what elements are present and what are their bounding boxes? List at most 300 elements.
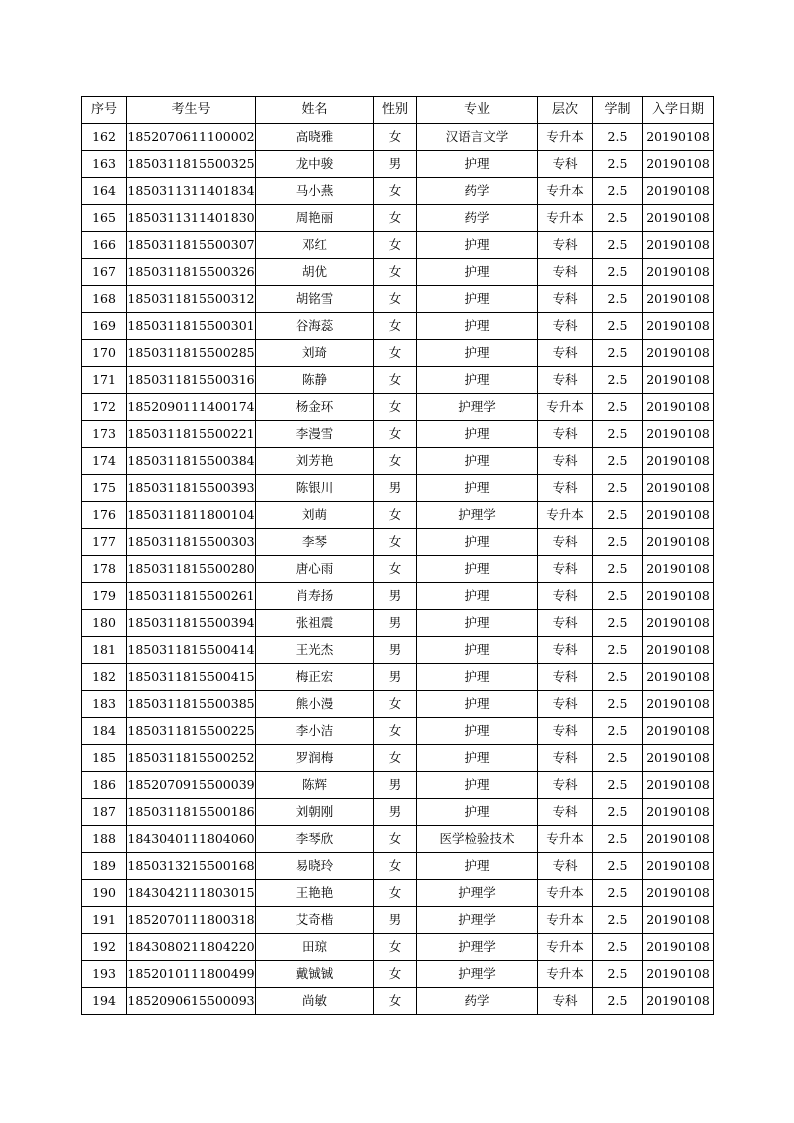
cell-name: 刘琦	[256, 340, 374, 367]
cell-duration: 2.5	[593, 448, 643, 475]
cell-duration: 2.5	[593, 367, 643, 394]
table-row	[82, 745, 714, 772]
cell-name: 胡优	[256, 259, 374, 286]
cell-index: 171	[82, 367, 127, 394]
cell-major: 护理	[417, 637, 538, 664]
cell-duration: 2.5	[593, 637, 643, 664]
cell-level: 专升本	[538, 961, 593, 988]
cell-enroll-date: 20190108	[643, 718, 714, 745]
header-enroll-date: 入学日期	[643, 97, 714, 124]
cell-duration: 2.5	[593, 205, 643, 232]
cell-gender: 女	[374, 988, 417, 1015]
cell-exam-number: 1852090111400174	[127, 394, 256, 421]
cell-enroll-date: 20190108	[643, 880, 714, 907]
cell-duration: 2.5	[593, 826, 643, 853]
cell-duration: 2.5	[593, 394, 643, 421]
cell-exam-number: 1850311815500312	[127, 286, 256, 313]
cell-gender: 女	[374, 286, 417, 313]
table-row	[82, 664, 714, 691]
cell-enroll-date: 20190108	[643, 394, 714, 421]
cell-major: 护理	[417, 583, 538, 610]
cell-exam-number: 1843080211804220	[127, 934, 256, 961]
cell-gender: 女	[374, 313, 417, 340]
cell-level: 专科	[538, 475, 593, 502]
cell-gender: 女	[374, 529, 417, 556]
cell-duration: 2.5	[593, 961, 643, 988]
cell-major: 医学检验技术	[417, 826, 538, 853]
header-name: 姓名	[256, 97, 374, 124]
cell-duration: 2.5	[593, 232, 643, 259]
cell-name: 李琴	[256, 529, 374, 556]
cell-duration: 2.5	[593, 475, 643, 502]
cell-exam-number: 1850313215500168	[127, 853, 256, 880]
header-index: 序号	[82, 97, 127, 124]
cell-major: 汉语言文学	[417, 124, 538, 151]
table-row	[82, 799, 714, 826]
cell-gender: 女	[374, 691, 417, 718]
table-row	[82, 772, 714, 799]
cell-gender: 男	[374, 772, 417, 799]
cell-name: 李小洁	[256, 718, 374, 745]
cell-index: 190	[82, 880, 127, 907]
cell-gender: 女	[374, 421, 417, 448]
cell-index: 170	[82, 340, 127, 367]
cell-duration: 2.5	[593, 745, 643, 772]
table-row	[82, 313, 714, 340]
cell-level: 专升本	[538, 934, 593, 961]
cell-index: 167	[82, 259, 127, 286]
cell-level: 专科	[538, 448, 593, 475]
cell-enroll-date: 20190108	[643, 988, 714, 1015]
cell-level: 专科	[538, 799, 593, 826]
cell-level: 专科	[538, 664, 593, 691]
cell-index: 179	[82, 583, 127, 610]
cell-index: 176	[82, 502, 127, 529]
table-header-row	[82, 97, 714, 124]
cell-enroll-date: 20190108	[643, 826, 714, 853]
cell-enroll-date: 20190108	[643, 583, 714, 610]
cell-level: 专科	[538, 232, 593, 259]
cell-gender: 女	[374, 718, 417, 745]
cell-name: 陈静	[256, 367, 374, 394]
cell-level: 专科	[538, 367, 593, 394]
cell-major: 护理	[417, 664, 538, 691]
cell-enroll-date: 20190108	[643, 799, 714, 826]
cell-index: 164	[82, 178, 127, 205]
cell-duration: 2.5	[593, 529, 643, 556]
cell-gender: 女	[374, 259, 417, 286]
cell-name: 周艳丽	[256, 205, 374, 232]
cell-duration: 2.5	[593, 664, 643, 691]
cell-gender: 男	[374, 799, 417, 826]
table-row	[82, 880, 714, 907]
cell-name: 刘萌	[256, 502, 374, 529]
cell-major: 护理	[417, 718, 538, 745]
cell-duration: 2.5	[593, 340, 643, 367]
cell-enroll-date: 20190108	[643, 421, 714, 448]
cell-gender: 女	[374, 394, 417, 421]
cell-enroll-date: 20190108	[643, 124, 714, 151]
cell-major: 护理学	[417, 394, 538, 421]
cell-exam-number: 1850311815500186	[127, 799, 256, 826]
cell-duration: 2.5	[593, 934, 643, 961]
cell-duration: 2.5	[593, 556, 643, 583]
table-row	[82, 502, 714, 529]
cell-level: 专科	[538, 421, 593, 448]
cell-index: 177	[82, 529, 127, 556]
cell-exam-number: 1850311815500221	[127, 421, 256, 448]
cell-exam-number: 1852070611100002	[127, 124, 256, 151]
cell-enroll-date: 20190108	[643, 367, 714, 394]
cell-index: 172	[82, 394, 127, 421]
cell-level: 专科	[538, 313, 593, 340]
cell-name: 张祖震	[256, 610, 374, 637]
cell-duration: 2.5	[593, 880, 643, 907]
cell-exam-number: 1850311815500325	[127, 151, 256, 178]
cell-exam-number: 1850311815500385	[127, 691, 256, 718]
cell-major: 护理	[417, 691, 538, 718]
cell-duration: 2.5	[593, 151, 643, 178]
cell-major: 护理	[417, 529, 538, 556]
cell-enroll-date: 20190108	[643, 502, 714, 529]
cell-level: 专科	[538, 772, 593, 799]
cell-exam-number: 1850311311401830	[127, 205, 256, 232]
cell-major: 护理	[417, 475, 538, 502]
cell-enroll-date: 20190108	[643, 853, 714, 880]
cell-name: 田琼	[256, 934, 374, 961]
cell-level: 专科	[538, 718, 593, 745]
cell-duration: 2.5	[593, 799, 643, 826]
cell-gender: 女	[374, 880, 417, 907]
cell-name: 肖寿扬	[256, 583, 374, 610]
cell-name: 高晓雅	[256, 124, 374, 151]
table-row	[82, 475, 714, 502]
cell-enroll-date: 20190108	[643, 772, 714, 799]
cell-major: 护理学	[417, 880, 538, 907]
cell-duration: 2.5	[593, 502, 643, 529]
table-row	[82, 826, 714, 853]
cell-exam-number: 1850311815500303	[127, 529, 256, 556]
cell-index: 173	[82, 421, 127, 448]
cell-gender: 男	[374, 151, 417, 178]
cell-level: 专升本	[538, 178, 593, 205]
cell-name: 胡铭雪	[256, 286, 374, 313]
cell-level: 专升本	[538, 826, 593, 853]
cell-enroll-date: 20190108	[643, 610, 714, 637]
cell-level: 专科	[538, 529, 593, 556]
cell-gender: 女	[374, 502, 417, 529]
cell-level: 专科	[538, 259, 593, 286]
cell-gender: 女	[374, 205, 417, 232]
header-exam-number: 考生号	[127, 97, 256, 124]
cell-gender: 女	[374, 961, 417, 988]
cell-name: 刘朝刚	[256, 799, 374, 826]
cell-level: 专升本	[538, 205, 593, 232]
cell-index: 162	[82, 124, 127, 151]
cell-major: 护理	[417, 259, 538, 286]
cell-index: 169	[82, 313, 127, 340]
cell-name: 王艳艳	[256, 880, 374, 907]
cell-name: 熊小漫	[256, 691, 374, 718]
cell-level: 专升本	[538, 124, 593, 151]
table-row	[82, 151, 714, 178]
cell-exam-number: 1843042111803015	[127, 880, 256, 907]
cell-exam-number: 1852070111800318	[127, 907, 256, 934]
cell-duration: 2.5	[593, 178, 643, 205]
cell-major: 护理学	[417, 934, 538, 961]
cell-enroll-date: 20190108	[643, 961, 714, 988]
cell-major: 护理学	[417, 907, 538, 934]
cell-index: 165	[82, 205, 127, 232]
cell-major: 药学	[417, 988, 538, 1015]
table-row	[82, 286, 714, 313]
cell-name: 马小燕	[256, 178, 374, 205]
cell-index: 186	[82, 772, 127, 799]
cell-enroll-date: 20190108	[643, 313, 714, 340]
cell-duration: 2.5	[593, 286, 643, 313]
cell-gender: 女	[374, 340, 417, 367]
cell-index: 166	[82, 232, 127, 259]
table-row	[82, 232, 714, 259]
header-gender: 性别	[374, 97, 417, 124]
cell-major: 护理	[417, 313, 538, 340]
cell-major: 护理	[417, 772, 538, 799]
cell-name: 李漫雪	[256, 421, 374, 448]
cell-name: 王光杰	[256, 637, 374, 664]
cell-gender: 男	[374, 610, 417, 637]
cell-gender: 女	[374, 367, 417, 394]
cell-duration: 2.5	[593, 691, 643, 718]
cell-name: 邓红	[256, 232, 374, 259]
table-row	[82, 421, 714, 448]
cell-level: 专升本	[538, 907, 593, 934]
cell-name: 梅正宏	[256, 664, 374, 691]
cell-index: 191	[82, 907, 127, 934]
cell-duration: 2.5	[593, 718, 643, 745]
table-row	[82, 367, 714, 394]
table-row	[82, 637, 714, 664]
cell-major: 护理	[417, 799, 538, 826]
cell-gender: 女	[374, 124, 417, 151]
cell-index: 188	[82, 826, 127, 853]
cell-name: 刘芳艳	[256, 448, 374, 475]
cell-exam-number: 1852070915500039	[127, 772, 256, 799]
cell-major: 护理	[417, 367, 538, 394]
cell-enroll-date: 20190108	[643, 475, 714, 502]
cell-level: 专科	[538, 853, 593, 880]
cell-gender: 女	[374, 232, 417, 259]
cell-level: 专科	[538, 610, 593, 637]
cell-name: 谷海蕊	[256, 313, 374, 340]
cell-level: 专科	[538, 583, 593, 610]
cell-gender: 女	[374, 448, 417, 475]
cell-enroll-date: 20190108	[643, 934, 714, 961]
table-row	[82, 988, 714, 1015]
cell-name: 戴铖铖	[256, 961, 374, 988]
table-body	[82, 124, 714, 1015]
cell-level: 专科	[538, 556, 593, 583]
cell-major: 护理	[417, 448, 538, 475]
cell-major: 护理	[417, 421, 538, 448]
cell-exam-number: 1850311815500393	[127, 475, 256, 502]
header-major: 专业	[417, 97, 538, 124]
cell-exam-number: 1850311815500384	[127, 448, 256, 475]
cell-duration: 2.5	[593, 610, 643, 637]
cell-enroll-date: 20190108	[643, 259, 714, 286]
cell-gender: 女	[374, 826, 417, 853]
table-row	[82, 448, 714, 475]
cell-major: 护理	[417, 232, 538, 259]
table-row	[82, 205, 714, 232]
cell-exam-number: 1850311815500326	[127, 259, 256, 286]
cell-level: 专科	[538, 637, 593, 664]
cell-enroll-date: 20190108	[643, 556, 714, 583]
cell-gender: 男	[374, 583, 417, 610]
cell-name: 唐心雨	[256, 556, 374, 583]
cell-duration: 2.5	[593, 259, 643, 286]
table-row	[82, 961, 714, 988]
cell-major: 护理	[417, 610, 538, 637]
cell-index: 185	[82, 745, 127, 772]
table-row	[82, 718, 714, 745]
cell-major: 护理	[417, 286, 538, 313]
cell-level: 专科	[538, 286, 593, 313]
cell-name: 罗润梅	[256, 745, 374, 772]
cell-duration: 2.5	[593, 988, 643, 1015]
table-row	[82, 529, 714, 556]
cell-level: 专升本	[538, 394, 593, 421]
cell-level: 专科	[538, 151, 593, 178]
cell-gender: 女	[374, 556, 417, 583]
cell-name: 李琴欣	[256, 826, 374, 853]
cell-enroll-date: 20190108	[643, 178, 714, 205]
cell-enroll-date: 20190108	[643, 340, 714, 367]
cell-level: 专科	[538, 691, 593, 718]
cell-duration: 2.5	[593, 421, 643, 448]
cell-enroll-date: 20190108	[643, 205, 714, 232]
table-row	[82, 853, 714, 880]
cell-level: 专科	[538, 745, 593, 772]
cell-gender: 男	[374, 475, 417, 502]
cell-enroll-date: 20190108	[643, 151, 714, 178]
cell-gender: 男	[374, 664, 417, 691]
cell-exam-number: 1850311815500394	[127, 610, 256, 637]
cell-index: 168	[82, 286, 127, 313]
cell-name: 龙中骏	[256, 151, 374, 178]
table-row	[82, 691, 714, 718]
cell-gender: 男	[374, 907, 417, 934]
cell-index: 174	[82, 448, 127, 475]
cell-enroll-date: 20190108	[643, 448, 714, 475]
table-row	[82, 340, 714, 367]
cell-name: 陈辉	[256, 772, 374, 799]
table-row	[82, 556, 714, 583]
cell-name: 杨金环	[256, 394, 374, 421]
cell-exam-number: 1850311815500414	[127, 637, 256, 664]
cell-duration: 2.5	[593, 853, 643, 880]
cell-enroll-date: 20190108	[643, 286, 714, 313]
cell-exam-number: 1850311311401834	[127, 178, 256, 205]
cell-enroll-date: 20190108	[643, 664, 714, 691]
cell-gender: 女	[374, 745, 417, 772]
cell-exam-number: 1850311811800104	[127, 502, 256, 529]
cell-exam-number: 1850311815500261	[127, 583, 256, 610]
cell-gender: 女	[374, 934, 417, 961]
table-row	[82, 259, 714, 286]
cell-major: 护理	[417, 745, 538, 772]
cell-level: 专科	[538, 988, 593, 1015]
cell-index: 163	[82, 151, 127, 178]
table-row	[82, 610, 714, 637]
table-row	[82, 934, 714, 961]
header-level: 层次	[538, 97, 593, 124]
cell-major: 护理学	[417, 502, 538, 529]
cell-major: 护理	[417, 556, 538, 583]
cell-major: 药学	[417, 205, 538, 232]
cell-major: 护理学	[417, 961, 538, 988]
cell-enroll-date: 20190108	[643, 691, 714, 718]
cell-index: 180	[82, 610, 127, 637]
cell-duration: 2.5	[593, 124, 643, 151]
cell-enroll-date: 20190108	[643, 232, 714, 259]
cell-index: 187	[82, 799, 127, 826]
cell-name: 易晓玲	[256, 853, 374, 880]
cell-exam-number: 1852090615500093	[127, 988, 256, 1015]
cell-enroll-date: 20190108	[643, 529, 714, 556]
cell-exam-number: 1843040111804060	[127, 826, 256, 853]
cell-enroll-date: 20190108	[643, 745, 714, 772]
cell-level: 专升本	[538, 502, 593, 529]
cell-exam-number: 1850311815500225	[127, 718, 256, 745]
cell-duration: 2.5	[593, 313, 643, 340]
cell-major: 护理	[417, 151, 538, 178]
cell-enroll-date: 20190108	[643, 907, 714, 934]
cell-enroll-date: 20190108	[643, 637, 714, 664]
cell-exam-number: 1852010111800499	[127, 961, 256, 988]
cell-gender: 女	[374, 178, 417, 205]
cell-index: 182	[82, 664, 127, 691]
student-roster-table	[81, 96, 714, 1015]
table-row	[82, 124, 714, 151]
cell-index: 184	[82, 718, 127, 745]
cell-duration: 2.5	[593, 772, 643, 799]
header-duration: 学制	[593, 97, 643, 124]
cell-major: 护理	[417, 340, 538, 367]
cell-name: 尚敏	[256, 988, 374, 1015]
cell-index: 192	[82, 934, 127, 961]
cell-name: 陈银川	[256, 475, 374, 502]
cell-index: 189	[82, 853, 127, 880]
cell-exam-number: 1850311815500415	[127, 664, 256, 691]
cell-index: 178	[82, 556, 127, 583]
cell-exam-number: 1850311815500316	[127, 367, 256, 394]
table-row	[82, 394, 714, 421]
cell-level: 专升本	[538, 880, 593, 907]
cell-index: 175	[82, 475, 127, 502]
cell-gender: 男	[374, 637, 417, 664]
cell-exam-number: 1850311815500280	[127, 556, 256, 583]
cell-major: 药学	[417, 178, 538, 205]
cell-major: 护理	[417, 853, 538, 880]
cell-index: 194	[82, 988, 127, 1015]
cell-duration: 2.5	[593, 583, 643, 610]
cell-exam-number: 1850311815500307	[127, 232, 256, 259]
cell-gender: 女	[374, 853, 417, 880]
cell-index: 193	[82, 961, 127, 988]
cell-exam-number: 1850311815500301	[127, 313, 256, 340]
cell-index: 181	[82, 637, 127, 664]
cell-exam-number: 1850311815500285	[127, 340, 256, 367]
